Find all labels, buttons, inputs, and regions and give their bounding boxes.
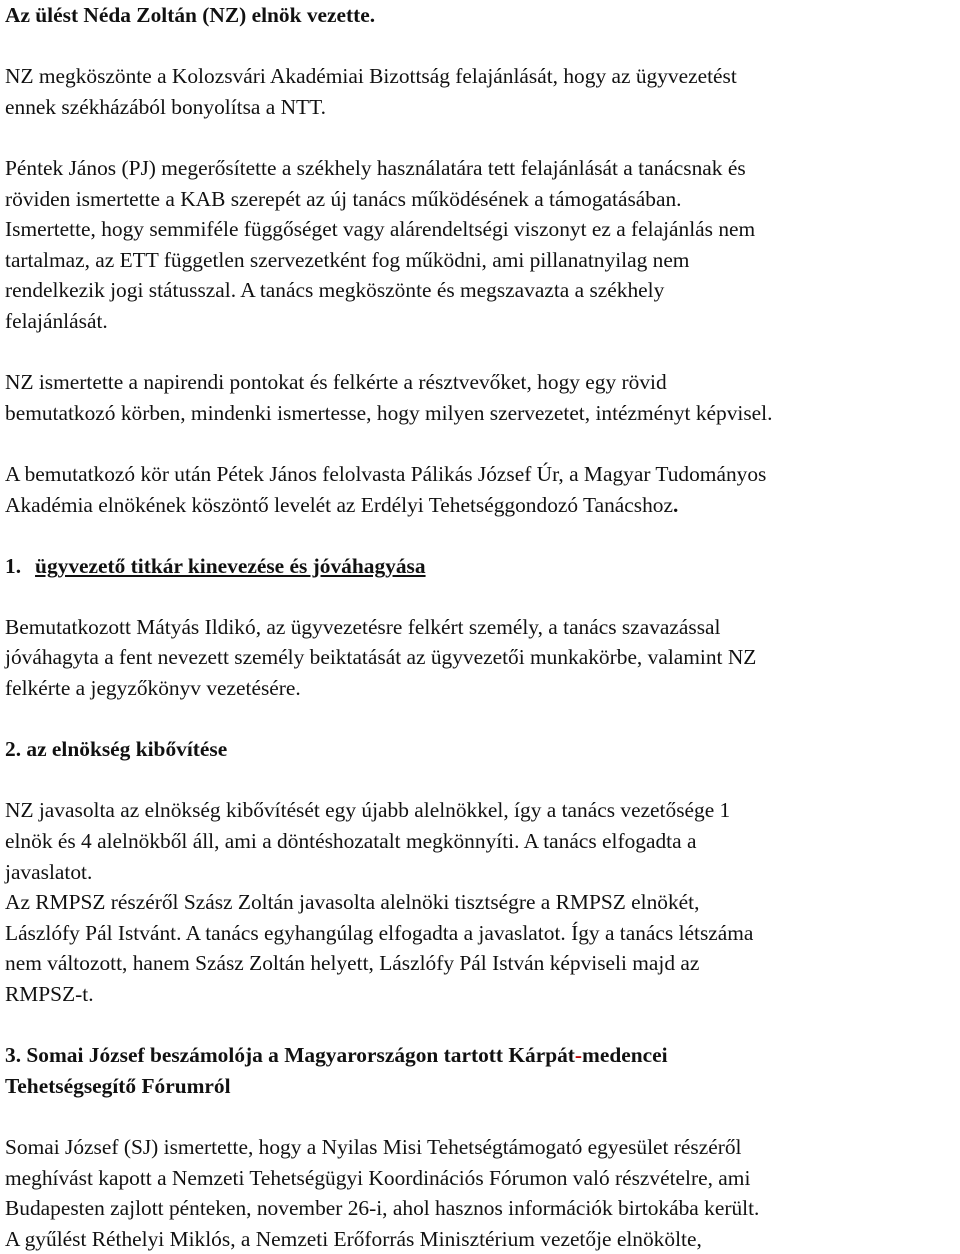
text-line: Ismertette, hogy semmiféle függőséget vagy alárendeltségi viszonyt ez a felajánlás nem	[5, 217, 756, 242]
text-segment: Akadémia elnökének köszöntő levelét az Erdélyi Tehetséggondozó Tanácshoz	[5, 492, 673, 517]
heading-line	[5, 1040, 960, 1071]
heading-line: Tehetségsegítő Fórumról	[5, 1073, 231, 1098]
text-line: felkérte a jegyzőkönyv vezetésére.	[5, 676, 301, 701]
text-line: ennek székházából bonyolítsa a NTT.	[5, 94, 326, 119]
text-line: meghívást kapott a Nemzeti Tehetségügyi Koordinációs Fórumon való részvételre, ami	[5, 1165, 751, 1190]
paragraph-akademiai-bizottsag	[5, 61, 960, 122]
section-heading-3	[5, 1040, 960, 1101]
text-line: jóváhagyta a fent nevezett személy beiktatását az ügyvezetői munkakörbe, valamint NZ	[5, 645, 757, 670]
paragraph-somai	[5, 1132, 960, 1254]
text-line: nem változott, hanem Szász Zoltán helyett, Lászlófy Pál István képviseli majd az	[5, 951, 700, 976]
section-heading-2: 2. az elnökség kibővítése	[5, 737, 228, 762]
paragraph-szekhely	[5, 153, 960, 337]
text-line: röviden ismertette a KAB szerepét az új tanács működésének a támogatásában.	[5, 186, 682, 211]
text-line: tartalmaz, az ETT független szervezetként fog működni, ami pillanatnyilag nem	[5, 247, 690, 272]
section-heading-1	[5, 551, 960, 582]
paragraph-koszonto-level	[5, 459, 960, 520]
text-line: rendelkezik jogi státusszal. A tanács megköszönte és megszavazta a székhely	[5, 278, 665, 303]
text-line: Lászlófy Pál Istvánt. A tanács egyhangúlag elfogadta a javaslatot. Így a tanács létszáma	[5, 920, 754, 945]
text-line: A gyűlést Réthelyi Miklós, a Nemzeti Erőforrás Minisztérium vezetője elnökölte,	[5, 1226, 702, 1251]
text-line: elnök és 4 alelnökből áll, ami a döntéshozatalt megkönnyíti. A tanács elfogadta a	[5, 829, 697, 854]
bold-period: .	[673, 492, 679, 517]
red-dash: -	[574, 1043, 583, 1068]
text-line: NZ javasolta az elnökség kibővítését egy újabb alelnökkel, így a tanács vezetősége 1	[5, 798, 731, 823]
text-line: Az RMPSZ részéről Szász Zoltán javasolta alelnöki tisztségre a RMPSZ elnökét,	[5, 890, 700, 915]
text-line: felajánlását.	[5, 308, 108, 333]
section-number: 1.	[5, 553, 22, 578]
text-line: Bemutatkozott Mátyás Ildikó, az ügyvezetésre felkért személy, a tanács szavazással	[5, 614, 721, 639]
section-title: ügyvezető titkár kinevezése és jóváhagyása	[35, 553, 426, 578]
text-line: Budapesten zajlott pénteken, november 26-i, ahol hasznos információk birtokába került.	[5, 1196, 760, 1221]
paragraph-elnokseg	[5, 795, 960, 1009]
text-line: A bemutatkozó kör után Pétek János felolvasta Pálikás József Úr, a Magyar Tudományos	[5, 461, 767, 486]
text-line: Péntek János (PJ) megerősítette a székhely használatára tett felajánlását a tanácsnak és	[5, 155, 746, 180]
heading-segment: medencei	[582, 1043, 668, 1068]
document-page	[5, 0, 960, 1254]
text-line: bemutatkozó körben, mindenki ismertesse, hogy milyen szervezetet, intézményt képvisel.	[5, 400, 773, 425]
text-line	[5, 490, 960, 521]
text-line: NZ ismertette a napirendi pontokat és felkérte a résztvevőket, hogy egy rövid	[5, 370, 667, 395]
paragraph-napirend	[5, 367, 960, 428]
heading-segment: 3. Somai József beszámolója a Magyarországon tartott Kárpát	[5, 1043, 575, 1068]
text-line: javaslatot.	[5, 859, 93, 884]
paragraph-ugyvezeto	[5, 612, 960, 704]
text-line: RMPSZ-t.	[5, 982, 94, 1006]
opening-line: Az ülést Néda Zoltán (NZ) elnök vezette.	[5, 3, 376, 27]
text-line: Somai József (SJ) ismertette, hogy a Nyilas Misi Tehetségtámogató egyesület részéről	[5, 1134, 742, 1159]
text-line: NZ megköszönte a Kolozsvári Akadémiai Bizottság felajánlását, hogy az ügyvezetést	[5, 64, 737, 89]
